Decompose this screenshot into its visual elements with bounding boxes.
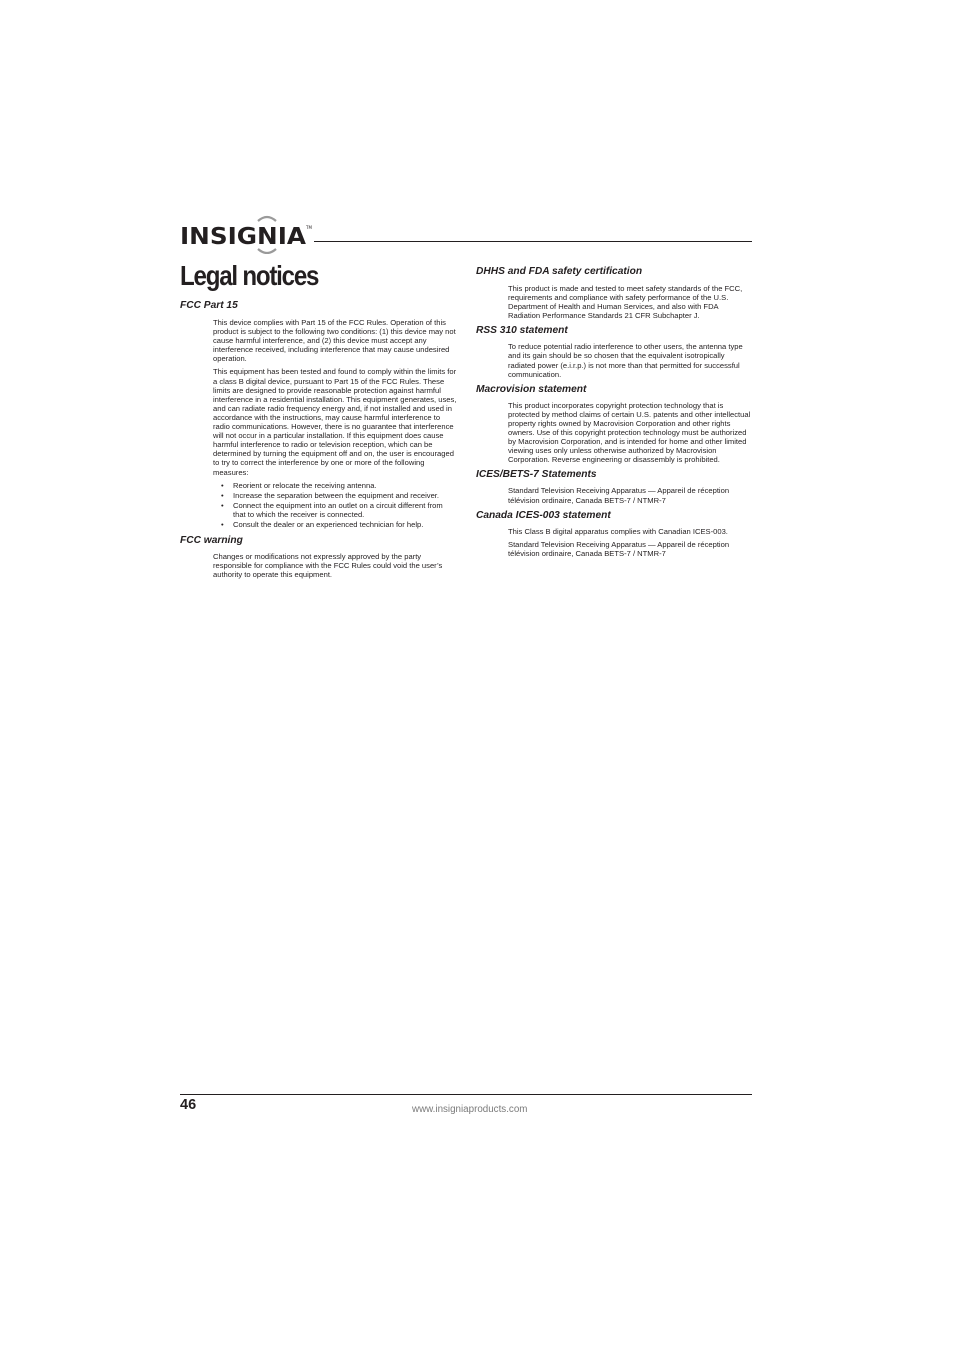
footer-rule-thin xyxy=(180,1094,250,1095)
section-heading: Canada ICES-003 statement xyxy=(476,509,611,521)
section-heading: DHHS and FDA safety certification xyxy=(476,266,643,277)
section-fcc-part-15 xyxy=(180,299,456,529)
section-heading: Macrovision statement xyxy=(476,383,587,395)
footer-rule xyxy=(250,1094,752,1095)
section-ices-bets-7 xyxy=(476,468,752,504)
paragraph: Standard Television Receiving Apparatus — Appareil de réception télévision ordinaire, Canada BETS-7 / NTMR-7 xyxy=(508,486,730,505)
paragraph: Changes or modifications not expressly approved by the party responsible for compliance with the FCC Rules could void the user’s authority to operate this equipment. xyxy=(213,552,443,580)
paragraph: This Class B digital apparatus complies with Canadian ICES-003. xyxy=(508,526,728,536)
section-canada-ices-003 xyxy=(476,509,752,558)
logo-wordmark: INSIGNIA xyxy=(180,224,307,250)
paragraph: This product incorporates copyright protection technology that is protected by method claims of certain U.S. patents and other intellectual property rights owned by Macrovision Corporation and other rights owners. Use of this copyright protection technology must be authorized by Macrovision Corporation, and is intended for home and other limited viewing uses only unless otherwise authorized by Macrovision Corporation. Reverse engineering or disassembly is prohibited. xyxy=(508,400,751,465)
section-heading: FCC Part 15 xyxy=(180,300,238,311)
section-rss-310 xyxy=(476,324,752,378)
paragraph: To reduce potential radio interference to other users, the antenna type and its gain should be so chosen that the equivalent isotropically radiated power (e.i.r.p.) is not more than that permitted for successful communication. xyxy=(508,342,743,379)
paragraph: This product is made and tested to meet safety standards of the FCC, requirements and compliance with safety performance of the U.S. Department of Health and Human Services, and also with FDA Radiation Performance Standards 21 CFR Subchapter J. xyxy=(508,284,743,321)
section-heading: ICES/BETS-7 Statements xyxy=(476,469,597,481)
list-item: • Connect the equipment into an outlet on a circuit different from that to which the receiver is connected. xyxy=(233,501,457,519)
right-column xyxy=(476,265,752,562)
section-heading: RSS 310 statement xyxy=(476,325,568,337)
section-dhhs-fda xyxy=(476,265,752,320)
logo-trademark: TM xyxy=(306,225,312,230)
header-rule xyxy=(314,241,752,242)
left-column xyxy=(180,299,456,583)
footer-url: www.insigniaproducts.com xyxy=(412,1104,528,1115)
list-item: • Reorient or relocate the receiving antenna. xyxy=(233,481,457,490)
insignia-logo xyxy=(180,214,312,254)
page-number: 46 xyxy=(180,1097,197,1113)
list-item: • Consult the dealer or an experienced technician for help. xyxy=(233,520,457,529)
paragraph: Standard Television Receiving Apparatus — Appareil de réception télévision ordinaire, Canada BETS-7 / NTMR-7 xyxy=(508,539,730,558)
bullet-list xyxy=(213,481,457,529)
section-fcc-warning xyxy=(180,534,456,579)
section-heading: FCC warning xyxy=(180,535,243,547)
paragraph: This device complies with Part 15 of the FCC Rules. Operation of this product is subject to the following two conditions: (1) this device may not cause harmful interference, and (2) this device must accept any interference received, including interference that may cause undesired operation. xyxy=(213,318,456,364)
list-item: • Increase the separation between the equipment and receiver. xyxy=(233,491,457,500)
paragraph: This equipment has been tested and found to comply within the limits for a class B digital device, pursuant to Part 15 of the FCC Rules. These limits are designed to provide reasonable protection against harmful interference in a residential installation. This equipment generates, uses, and can radiate radio frequency energy and, if not installed and used in accordance with the instructions, may cause harmful interference to radio communications. However, there is no guarantee that interference will not occur in a particular installation. If this equipment does cause harmful interference to radio or television reception, which can be determined by turning the equipment off and on, the user is encouraged to try to correct the interference by one or more of the following measures: xyxy=(213,367,457,477)
page-title: Legal notices xyxy=(180,260,319,291)
section-macrovision xyxy=(476,383,752,465)
